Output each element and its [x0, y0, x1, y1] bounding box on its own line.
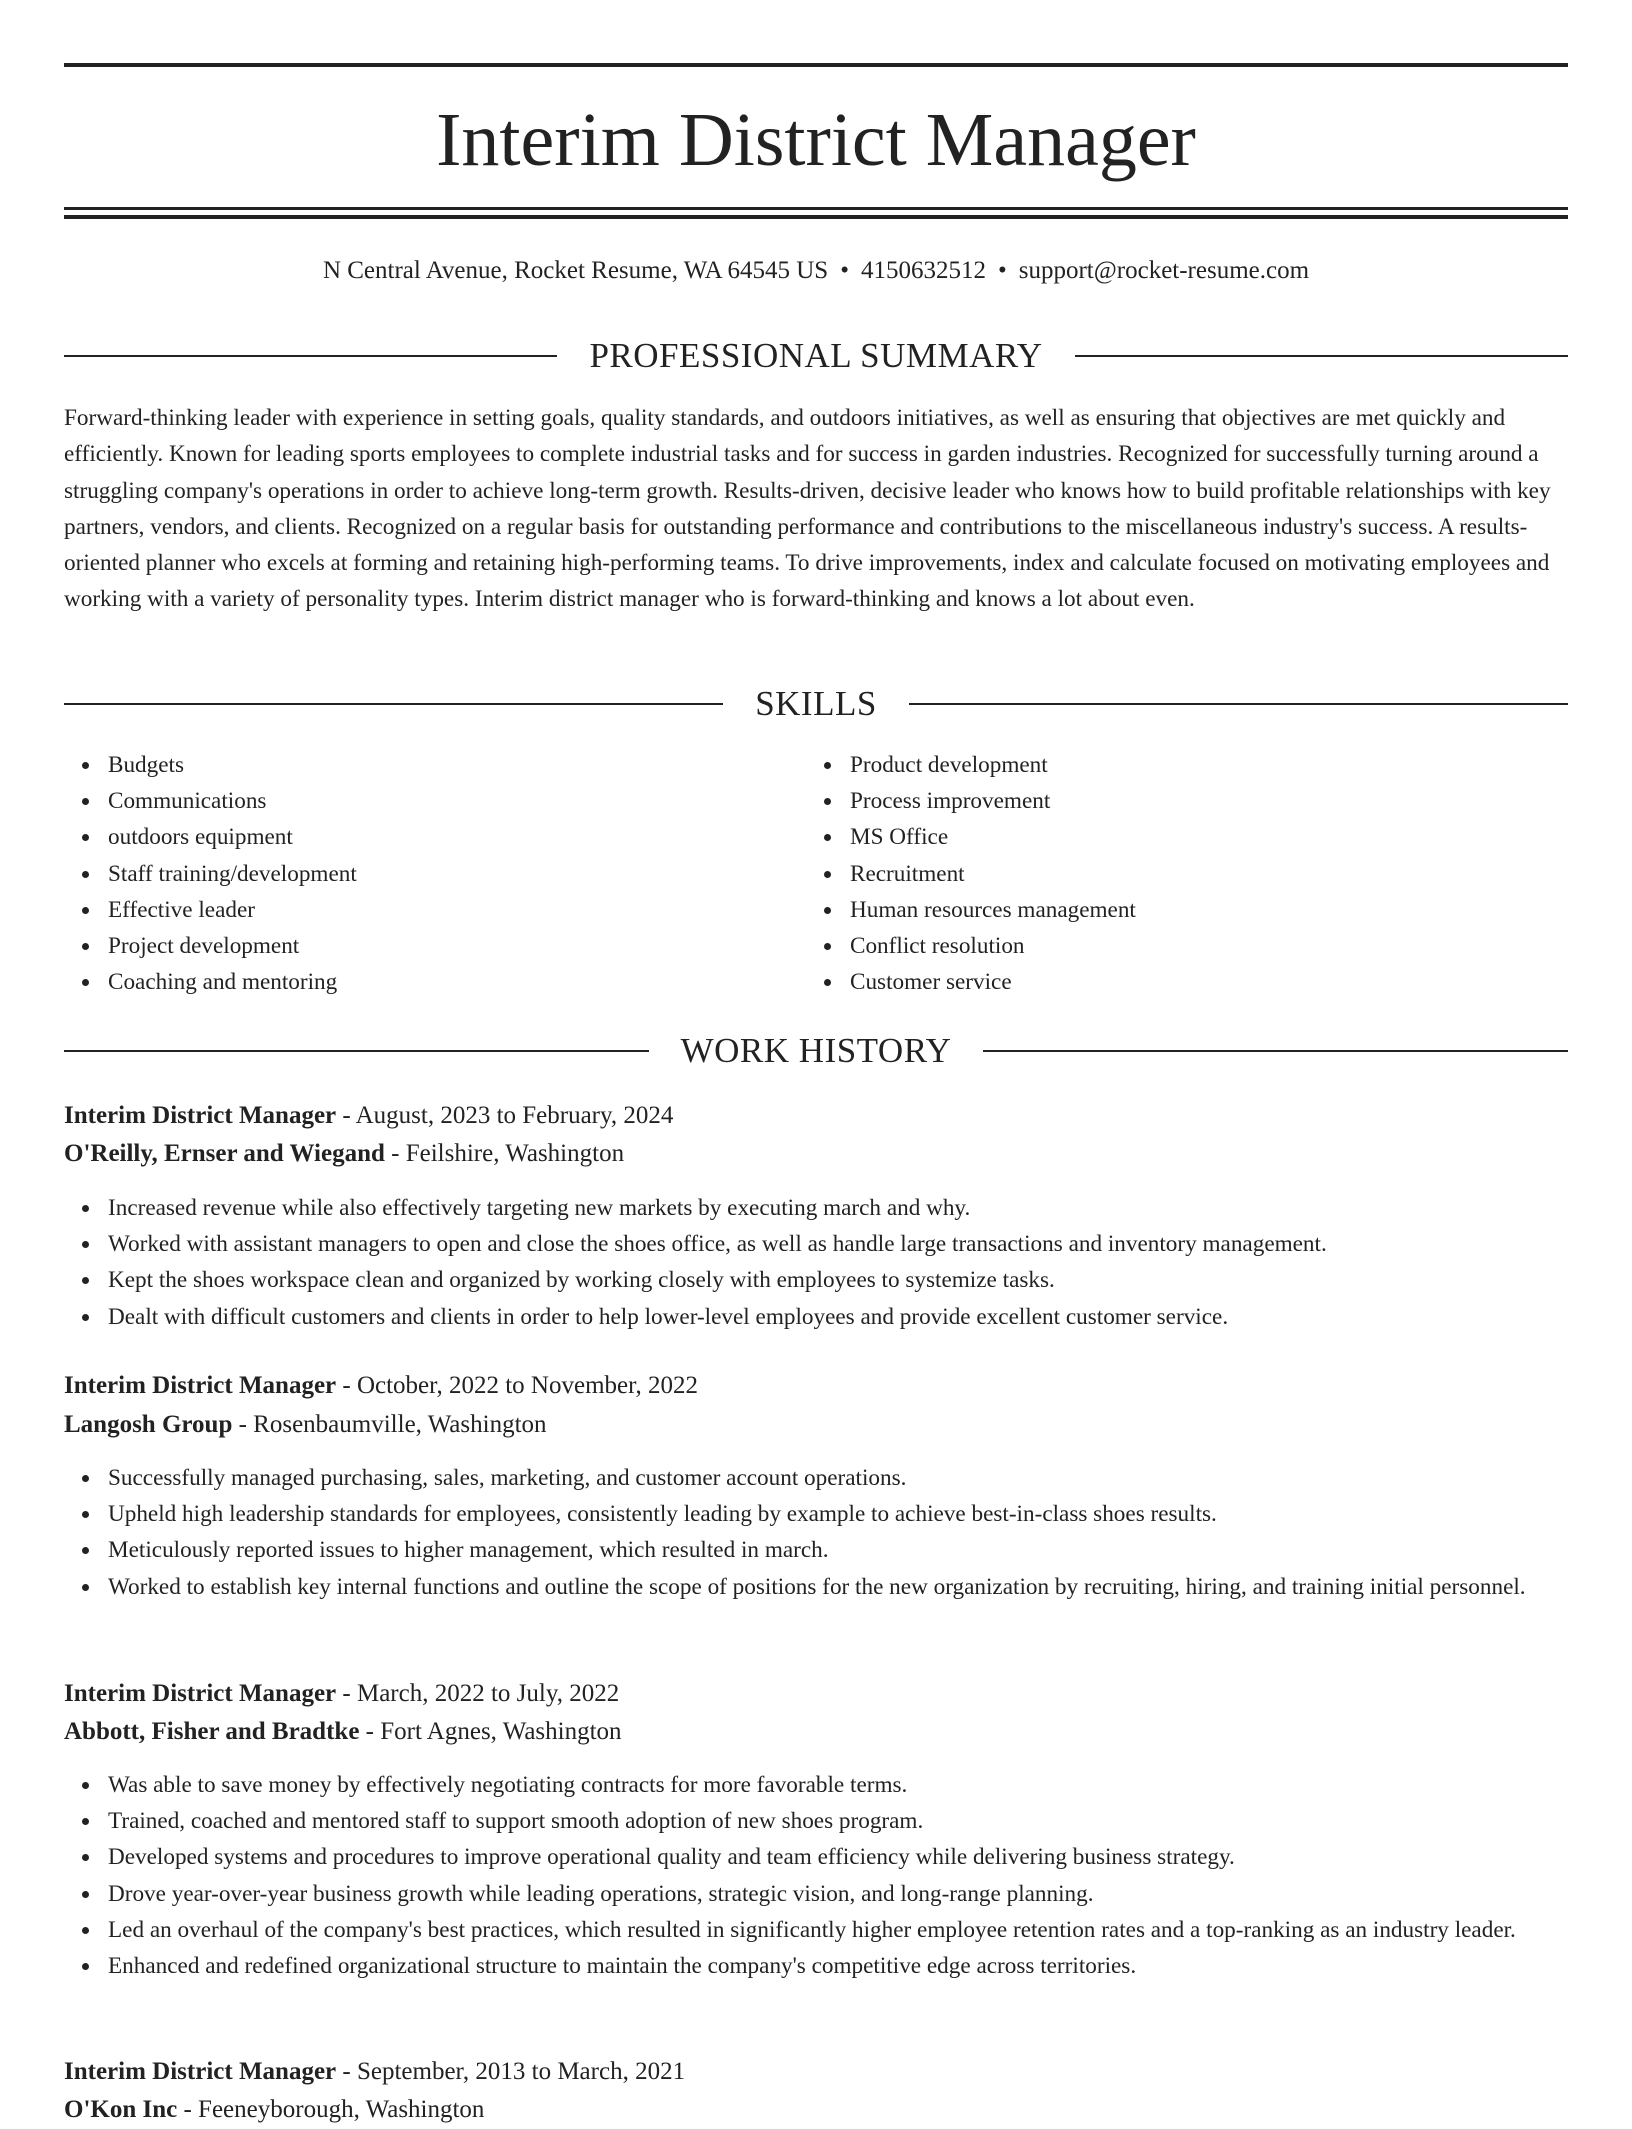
skill-item: Conflict resolution	[850, 928, 1548, 964]
job-bullets	[64, 1460, 1568, 1605]
job-location: - Rosenbaumville, Washington	[238, 1411, 547, 1438]
title-rule-lower	[64, 215, 1568, 219]
contact-line	[64, 254, 1568, 288]
skill-item: Staff training/development	[108, 856, 806, 892]
job-title-line	[64, 1675, 1568, 1713]
job-dates: - September, 2013 to March, 2021	[342, 2058, 686, 2085]
job-bullet: Successfully managed purchasing, sales, marketing, and customer account operations.	[108, 1460, 1568, 1496]
skill-item: Product development	[850, 747, 1548, 783]
skill-item: Process improvement	[850, 783, 1548, 819]
job-bullet: Upheld high leadership standards for employees, consistently leading by example to achieve best-in-class shoes results.	[108, 1496, 1568, 1532]
heading-rule	[64, 1050, 649, 1052]
job-bullet: Worked with assistant managers to open and close the shoes office, as well as handle large transactions and inventory management.	[108, 1226, 1568, 1262]
contact-separator: •	[997, 257, 1007, 284]
job-bullet: Increased revenue while also effectively targeting new markets by executing march and why.	[108, 1190, 1568, 1226]
skill-item: Human resources management	[850, 892, 1548, 928]
top-rule	[64, 63, 1568, 67]
title-rule-upper	[64, 207, 1568, 210]
skill-item: Customer service	[850, 964, 1548, 1000]
job-title-line	[64, 1367, 1568, 1405]
job-company-line	[64, 1713, 1568, 1751]
job-company-line	[64, 1135, 1568, 1173]
contact-separator: •	[840, 257, 849, 284]
job-title: Interim District Manager	[64, 1372, 337, 1399]
skills-list-left	[64, 747, 806, 1000]
skill-item: Coaching and mentoring	[108, 964, 806, 1000]
skill-item: Recruitment	[850, 856, 1548, 892]
skill-item: MS Office	[850, 819, 1548, 855]
job-bullets	[64, 1190, 1568, 1335]
job-bullet: Worked to establish key internal functions and outline the scope of positions for the new organization by recruiting, hiring, and training initial personnel.	[108, 1569, 1568, 1605]
work-heading: WORK HISTORY	[680, 1031, 952, 1070]
heading-rule	[983, 1050, 1568, 1052]
job-company: Langosh Group	[64, 1411, 233, 1438]
skill-item: Project development	[108, 928, 806, 964]
job-bullet: Was able to save money by effectively negotiating contracts for more favorable terms.	[108, 1767, 1568, 1803]
job-title: Interim District Manager	[64, 2058, 337, 2085]
heading-rule	[1075, 355, 1568, 357]
contact-address: N Central Avenue, Rocket Resume, WA 64545 US	[322, 257, 829, 284]
job-bullets	[64, 1767, 1568, 1984]
skills-heading-row	[64, 684, 1568, 724]
job-dates: - October, 2022 to November, 2022	[342, 1372, 698, 1399]
job-bullet: Led an overhaul of the company's best practices, which resulted in significantly higher employee retention rates and a top-ranking as an industry leader.	[108, 1912, 1568, 1948]
job-bullet: Kept the shoes workspace clean and organized by working closely with employees to systemize tasks.	[108, 1262, 1568, 1298]
job-title: Interim District Manager	[64, 1102, 337, 1129]
summary-text: Forward-thinking leader with experience in setting goals, quality standards, and outdoors initiatives, as well as ensuring that objectives are met quickly and efficiently. Known for leading sports employees to complete industrial tasks and for success in garden industries. Recognized for successfully turning around a struggling company's operations in order to achieve long-term growth. Results-driven, decisive leader who knows how to build profitable relationships with key partners, vendors, and clients. Recognized on a regular basis for outstanding performance and contributions to the miscellaneous industry's success. A results-oriented planner who excels at forming and retaining high-performing teams. To drive improvements, index and calculate focused on motivating employees and working with a variety of personality types. Interim district manager who is forward-thinking and knows a lot about even.	[64, 405, 1551, 613]
job-dates: - March, 2022 to July, 2022	[342, 1680, 620, 1707]
skill-item: outdoors equipment	[108, 819, 806, 855]
job-company-line	[64, 2091, 1568, 2129]
job-bullet: Trained, coached and mentored staff to support smooth adoption of new shoes program.	[108, 1803, 1568, 1839]
job-bullet: Meticulously reported issues to higher management, which resulted in march.	[108, 1532, 1568, 1568]
job-bullet: Enhanced and redefined organizational structure to maintain the company's competitive edge across territories.	[108, 1948, 1568, 1984]
job-dates: - August, 2023 to February, 2024	[342, 1102, 674, 1129]
job-bullet: Drove year-over-year business growth while leading operations, strategic vision, and long-range planning.	[108, 1876, 1568, 1912]
heading-rule	[64, 703, 723, 705]
skill-item: Communications	[108, 783, 806, 819]
contact-email: support@rocket-resume.com	[1018, 257, 1310, 284]
job-company: Abbott, Fisher and Bradtke	[64, 1718, 360, 1745]
job-bullet: Developed systems and procedures to improve operational quality and team efficiency while delivering business strategy.	[108, 1839, 1568, 1875]
job-title-line	[64, 1097, 1568, 1135]
job-company: O'Kon Inc	[64, 2096, 178, 2123]
job-company: O'Reilly, Ernser and Wiegand	[64, 1140, 385, 1167]
summary-heading-row	[64, 336, 1568, 376]
skill-item: Budgets	[108, 747, 806, 783]
job-bullet: Dealt with difficult customers and clients in order to help lower-level employees and provide excellent customer service.	[108, 1299, 1568, 1335]
skills-columns	[64, 747, 1568, 1000]
skills-list-right	[806, 747, 1548, 1000]
skill-item: Effective leader	[108, 892, 806, 928]
skills-heading: SKILLS	[755, 684, 877, 723]
job-title-line	[64, 2053, 1568, 2091]
heading-rule	[909, 703, 1568, 705]
contact-phone: 4150632512	[860, 257, 986, 284]
summary-heading: PROFESSIONAL SUMMARY	[589, 336, 1043, 375]
job-location: - Feeneyborough, Washington	[183, 2096, 485, 2123]
job-location: - Feilshire, Washington	[391, 1140, 625, 1167]
job-company-line	[64, 1406, 1568, 1444]
resume-title: Interim District Manager	[436, 98, 1196, 182]
work-heading-row	[64, 1031, 1568, 1071]
job-title: Interim District Manager	[64, 1680, 337, 1707]
job-location: - Fort Agnes, Washington	[365, 1718, 622, 1745]
heading-rule	[64, 355, 557, 357]
